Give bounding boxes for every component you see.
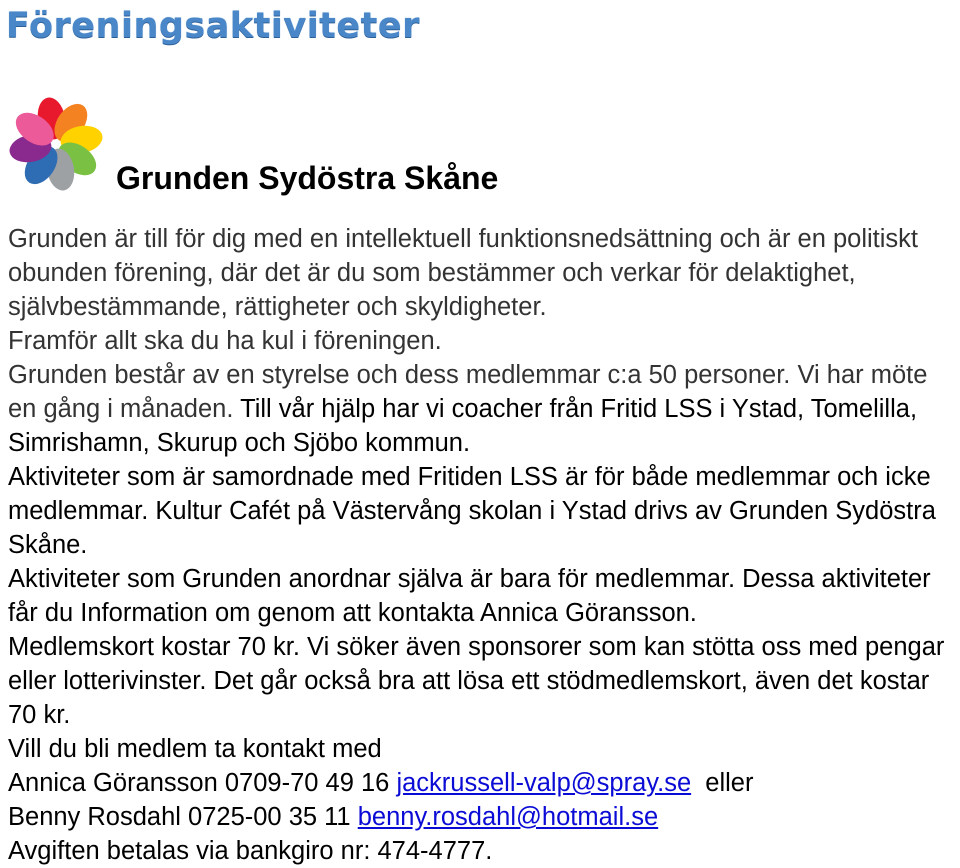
paragraph-support-membership: Det går också bra att lösa ett stödmedlemskort, även det kostar 70 kr. (8, 667, 930, 729)
contact-annica-name: Annica Göransson 0709-70 49 16 (8, 769, 390, 797)
contact-benny-email-link[interactable]: benny.rosdahl@hotmail.se (357, 803, 659, 831)
contact-intro: Vill du bli medlem ta kontakt med (8, 735, 382, 763)
contact-annica-email-link[interactable]: jackrussell-valp@spray.se (396, 769, 692, 797)
contact-or-text: eller (705, 769, 754, 797)
paragraph-intro: Grunden är till för dig med en intellektuell funktionsnedsättning och är en politiskt obunden förening, där det är du som bestämmer och verkar för delaktighet, självbestämmande, rättigheter och skyldigheter. (8, 225, 919, 321)
flower-logo-icon (8, 94, 104, 194)
body-text (8, 222, 958, 868)
paragraph-sponsors: Vi söker även sponsorer som kan stötta oss med pengar eller lotterivinster. (8, 633, 945, 695)
contact-benny-name: Benny Rosdahl 0725-00 35 11 (8, 803, 351, 831)
page-title: Föreningsaktiviteter (6, 6, 420, 46)
paragraph-fun: Framför allt ska du ha kul i föreningen. (8, 327, 442, 355)
contact-benny (8, 800, 958, 834)
organization-name: Grunden Sydöstra Skåne (116, 160, 499, 196)
paragraph-members: Grunden består av en styrelse och dess medlemmar c:a 50 personer. Vi har möte en gång i månaden. (8, 361, 928, 423)
paragraph-activities-lss: Aktiviteter som är samordnade med Fritiden LSS är för både medlemmar och icke medlemmar. (8, 463, 931, 525)
paragraph-info-contact: Dessa aktiviteter får du Information om genom att kontakta Annica Göransson. (8, 565, 931, 627)
paragraph-coaches: Till vår hjälp har vi coacher från Fritid LSS i Ystad, Tomelilla, Simrishamn, Skurup och Sjöbo kommun. (8, 395, 918, 457)
fee-bankgiro: Avgiften betalas via bankgiro nr: 474-4777. (8, 837, 493, 865)
paragraph-membership-fee: Medlemskort kostar 70 kr. (8, 633, 300, 661)
paragraph-kultur-cafe: Kultur Cafét på Västervång skolan i Ystad drivs av Grunden Sydöstra Skåne. (8, 497, 936, 559)
contact-annica (8, 766, 958, 800)
paragraph-activities-members: Aktiviteter som Grunden anordnar själva är bara för medlemmar. (8, 565, 736, 593)
